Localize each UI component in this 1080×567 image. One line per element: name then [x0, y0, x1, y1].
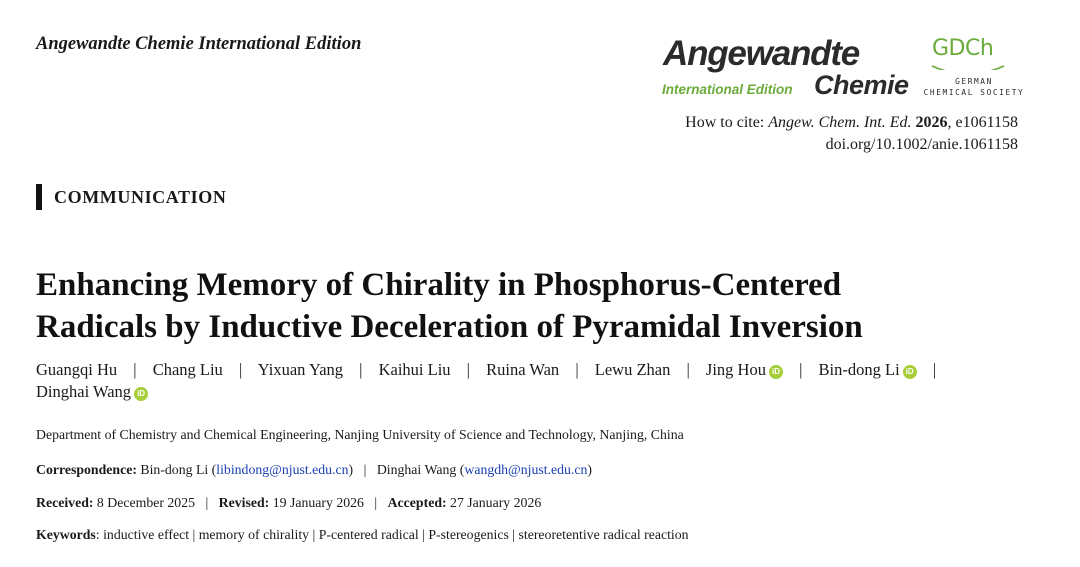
article-title [36, 264, 1046, 348]
keyword-item: P-centered radical [318, 527, 419, 542]
author-name-text: Guangqi Hu [36, 360, 118, 379]
keyword-separator: | [508, 527, 519, 542]
author-name-text: Bin-dong Li [818, 360, 900, 379]
keyword-item: inductive effect [103, 527, 190, 542]
dates-separator: | [374, 495, 378, 510]
logo-society-line1: GERMAN [955, 77, 993, 86]
citation-journal: Angew. Chem. Int. Ed. [768, 114, 912, 131]
citation-article: , e1061158 [947, 114, 1018, 131]
author-name[interactable] [36, 382, 148, 401]
author-name[interactable] [819, 360, 917, 379]
citation-line [685, 112, 1018, 134]
correspondence-label: Correspondence: [36, 462, 137, 477]
author-name[interactable] [595, 360, 671, 379]
author-name-text: Jing Hou [705, 360, 766, 379]
orcid-icon[interactable]: iD [769, 365, 783, 379]
author-name-text: Ruina Wan [486, 360, 560, 379]
keyword-separator: | [309, 527, 319, 542]
author-name-text: Lewu Zhan [594, 360, 671, 379]
author-name-text: Yixuan Yang [257, 360, 344, 379]
accepted-label: Accepted: [387, 495, 447, 510]
accepted-date: 27 January 2026 [450, 495, 542, 510]
logo-gdch-text: GDCh [932, 36, 994, 61]
author-list [36, 359, 1046, 403]
logo-society-line2: CHEMICAL SOCIETY [923, 88, 1025, 97]
keywords-label: Keywords [36, 527, 96, 542]
citation-doi-link[interactable]: doi.org/10.1002/anie.1061158 [825, 136, 1018, 153]
correspondence-email1-link[interactable]: libindong@njust.edu.cn [216, 462, 349, 477]
section-bar [36, 184, 42, 210]
author-name[interactable] [379, 360, 451, 379]
citation-year: 2026 [915, 114, 948, 131]
author-name[interactable] [258, 360, 343, 379]
author-name-text: Kaihui Liu [378, 360, 451, 379]
author-separator: | [466, 360, 470, 379]
affiliation: Department of Chemistry and Chemical Engineering, Nanjing University of Science and Technology, Nanjing, China [36, 427, 684, 442]
author-name[interactable] [36, 360, 117, 379]
author-separator: | [133, 360, 137, 379]
section-label: COMMUNICATION [54, 187, 227, 207]
author-name[interactable] [706, 360, 783, 379]
correspondence: Correspondence: Bin-dong Li (libindong@njust.edu.cn) | Dinghai Wang (wangdh@njust.edu.cn) [36, 462, 593, 477]
author-name[interactable] [153, 360, 223, 379]
received-label: Received: [36, 495, 94, 510]
correspondence-author2: Dinghai Wang [376, 462, 457, 477]
author-separator: | [238, 360, 243, 379]
keywords-list [103, 527, 688, 542]
orcid-icon[interactable]: iD [134, 387, 148, 401]
author-separator: | [799, 360, 803, 379]
keyword-separator: | [418, 527, 429, 542]
article-dates [36, 495, 541, 511]
author-separator: | [932, 360, 937, 379]
journal-name: Angewandte Chemie International Edition [36, 34, 362, 54]
revised-label: Revised: [218, 495, 270, 510]
correspondence-email2-link[interactable]: wangdh@njust.edu.cn [464, 462, 588, 477]
article-title-line2: Radicals by Inductive Deceleration of Pyramidal Inversion [36, 309, 863, 345]
author-separator: | [575, 360, 579, 379]
correspondence-separator: | [363, 462, 367, 477]
keywords: Keywords: inductive effect | memory of chirality | P-centered radical | P-stereogenics | stereoretentive radical reaction [36, 527, 689, 542]
received-date: 8 December 2025 [96, 495, 195, 510]
revised-date: 19 January 2026 [272, 495, 364, 510]
journal-logo[interactable] [660, 36, 1030, 102]
logo-international-edition-text: International Edition [662, 82, 793, 97]
logo-society-text [919, 76, 1029, 98]
author-name[interactable] [486, 360, 559, 379]
dates-separator: | [205, 495, 209, 510]
logo-angewandte-text: Angewandte [663, 34, 860, 73]
author-name-text: Chang Liu [152, 360, 223, 379]
logo-chemie-text: Chemie [814, 70, 909, 100]
keyword-item: stereoretentive radical reaction [518, 527, 689, 542]
keyword-item: memory of chirality [198, 527, 310, 542]
author-separator: | [686, 360, 690, 379]
citation-prefix: How to cite: [685, 114, 769, 131]
article-title-line1: Enhancing Memory of Chirality in Phosphorus-Centered [36, 267, 842, 303]
keyword-item: P-stereogenics [428, 527, 509, 542]
keyword-separator: | [189, 527, 199, 542]
orcid-icon[interactable]: iD [903, 365, 917, 379]
correspondence-author1: Bin-dong Li [140, 462, 209, 477]
author-separator: | [359, 360, 363, 379]
author-name-text: Dinghai Wang [36, 382, 132, 401]
how-to-cite [685, 112, 1018, 156]
